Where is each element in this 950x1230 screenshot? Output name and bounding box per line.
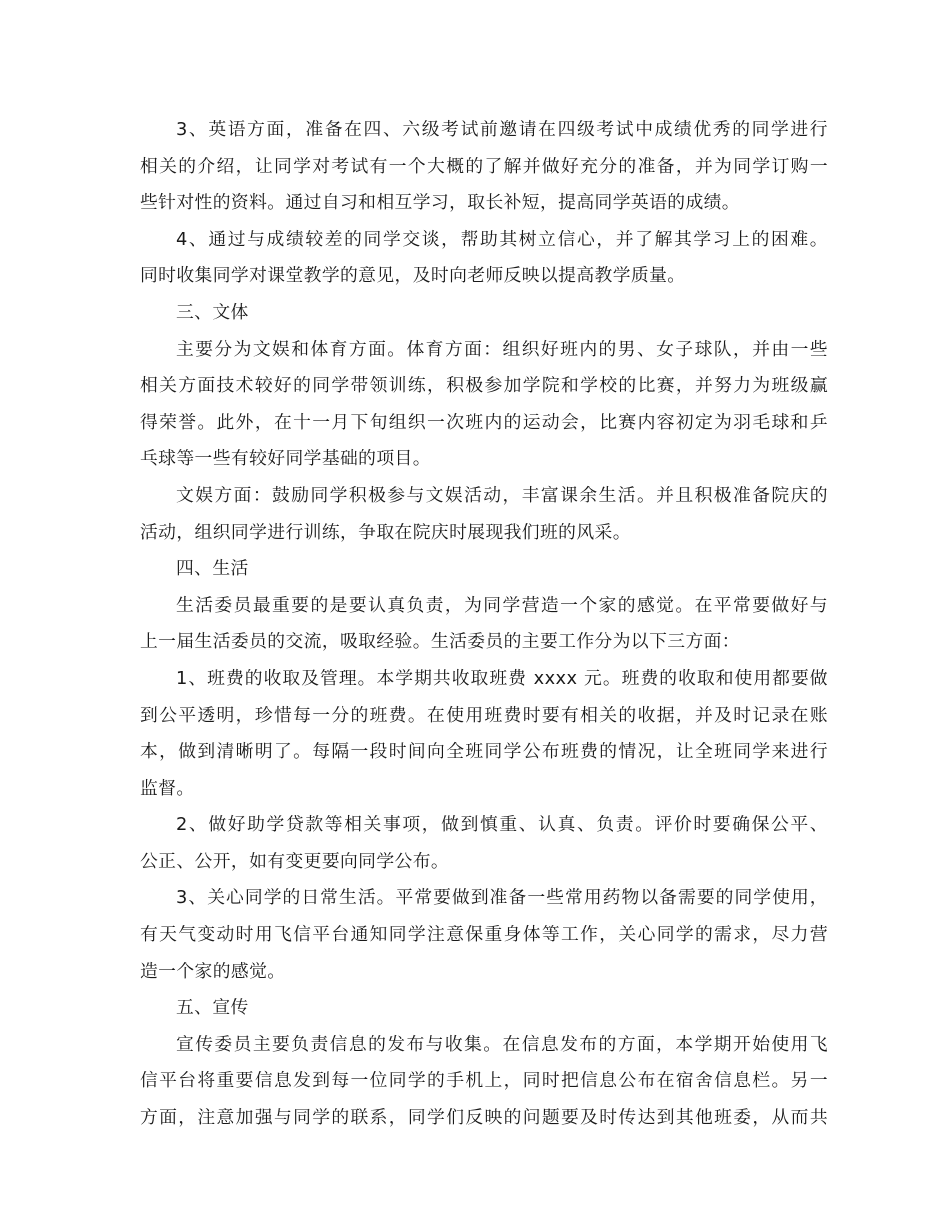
text-line: 相关方面技术较好的同学带领训练，积极参加学院和学校的比赛，并努力为班级赢 (140, 375, 828, 397)
text-line: 有天气变动时用飞信平台通知同学注意保重身体等工作，关心同学的需求，尽力营 (140, 924, 828, 946)
text-line: 本，做到清晰明了。每隔一段时间向全班同学公布班费的情况，让全班同学来进行 (140, 741, 828, 763)
text-line: 2、做好助学贷款等相关事项，做到慎重、认真、负责。评价时要确保公平、 (176, 814, 828, 836)
text-line: 文娱方面：鼓励同学积极参与文娱活动，丰富课余生活。并且积极准备院庆的 (176, 484, 828, 506)
text-line: 乓球等一些有较好同学基础的项目。 (140, 448, 431, 470)
text-line: 上一届生活委员的交流，吸取经验。生活委员的主要工作分为以下三方面： (140, 631, 740, 653)
text-line: 得荣誉。此外，在十一月下旬组织一次班内的运动会，比赛内容初定为羽毛球和乒 (140, 411, 828, 433)
text-line: 些针对性的资料。通过自习和相互学习，取长补短，提高同学英语的成绩。 (140, 192, 740, 214)
text-line: 信平台将重要信息发到每一位同学的手机上，同时把信息公布在宿舍信息栏。另一 (140, 1070, 828, 1092)
text-line: 4、通过与成绩较差的同学交谈，帮助其树立信心，并了解其学习上的困难。 (176, 228, 828, 250)
text-line: 生活委员最重要的是要认真负责，为同学营造一个家的感觉。在平常要做好与 (176, 594, 828, 616)
text-line: 活动，组织同学进行训练，争取在院庆时展现我们班的风采。 (140, 521, 631, 543)
document-body (140, 112, 828, 1137)
text-line: 3、英语方面，准备在四、六级考试前邀请在四级考试中成绩优秀的同学进行 (176, 119, 828, 140)
text-line: 监督。 (140, 777, 195, 799)
text-line: 同时收集同学对课堂教学的意见，及时向老师反映以提高教学质量。 (140, 265, 686, 287)
text-line: 相关的介绍，让同学对考试有一个大概的了解并做好充分的准备，并为同学订购一 (140, 155, 828, 177)
text-line: 公正、公开，如有变更要向同学公布。 (140, 850, 450, 872)
text-line: 宣传委员主要负责信息的发布与收集。在信息发布的方面，本学期开始使用飞 (176, 1033, 828, 1055)
text-line: 造一个家的感觉。 (140, 960, 286, 982)
text-line: 到公平透明，珍惜每一分的班费。在使用班费时要有相关的收据，并及时记录在账 (140, 704, 828, 726)
text-line: 1、班费的收取及管理。本学期共收取班费 xxxx 元。班费的收取和使用都要做 (176, 667, 828, 689)
text-line: 方面，注意加强与同学的联系，同学们反映的问题要及时传达到其他班委，从而共 (140, 1107, 828, 1129)
text-line: 3、关心同学的日常生活。平常要做到准备一些常用药物以备需要的同学使用， (176, 887, 828, 909)
text-line: 四、生活 (176, 558, 249, 580)
text-line: 三、文体 (176, 301, 249, 323)
text-line: 主要分为文娱和体育方面。体育方面：组织好班内的男、女子球队，并由一些 (176, 338, 828, 360)
text-line: 五、宣传 (176, 997, 249, 1019)
